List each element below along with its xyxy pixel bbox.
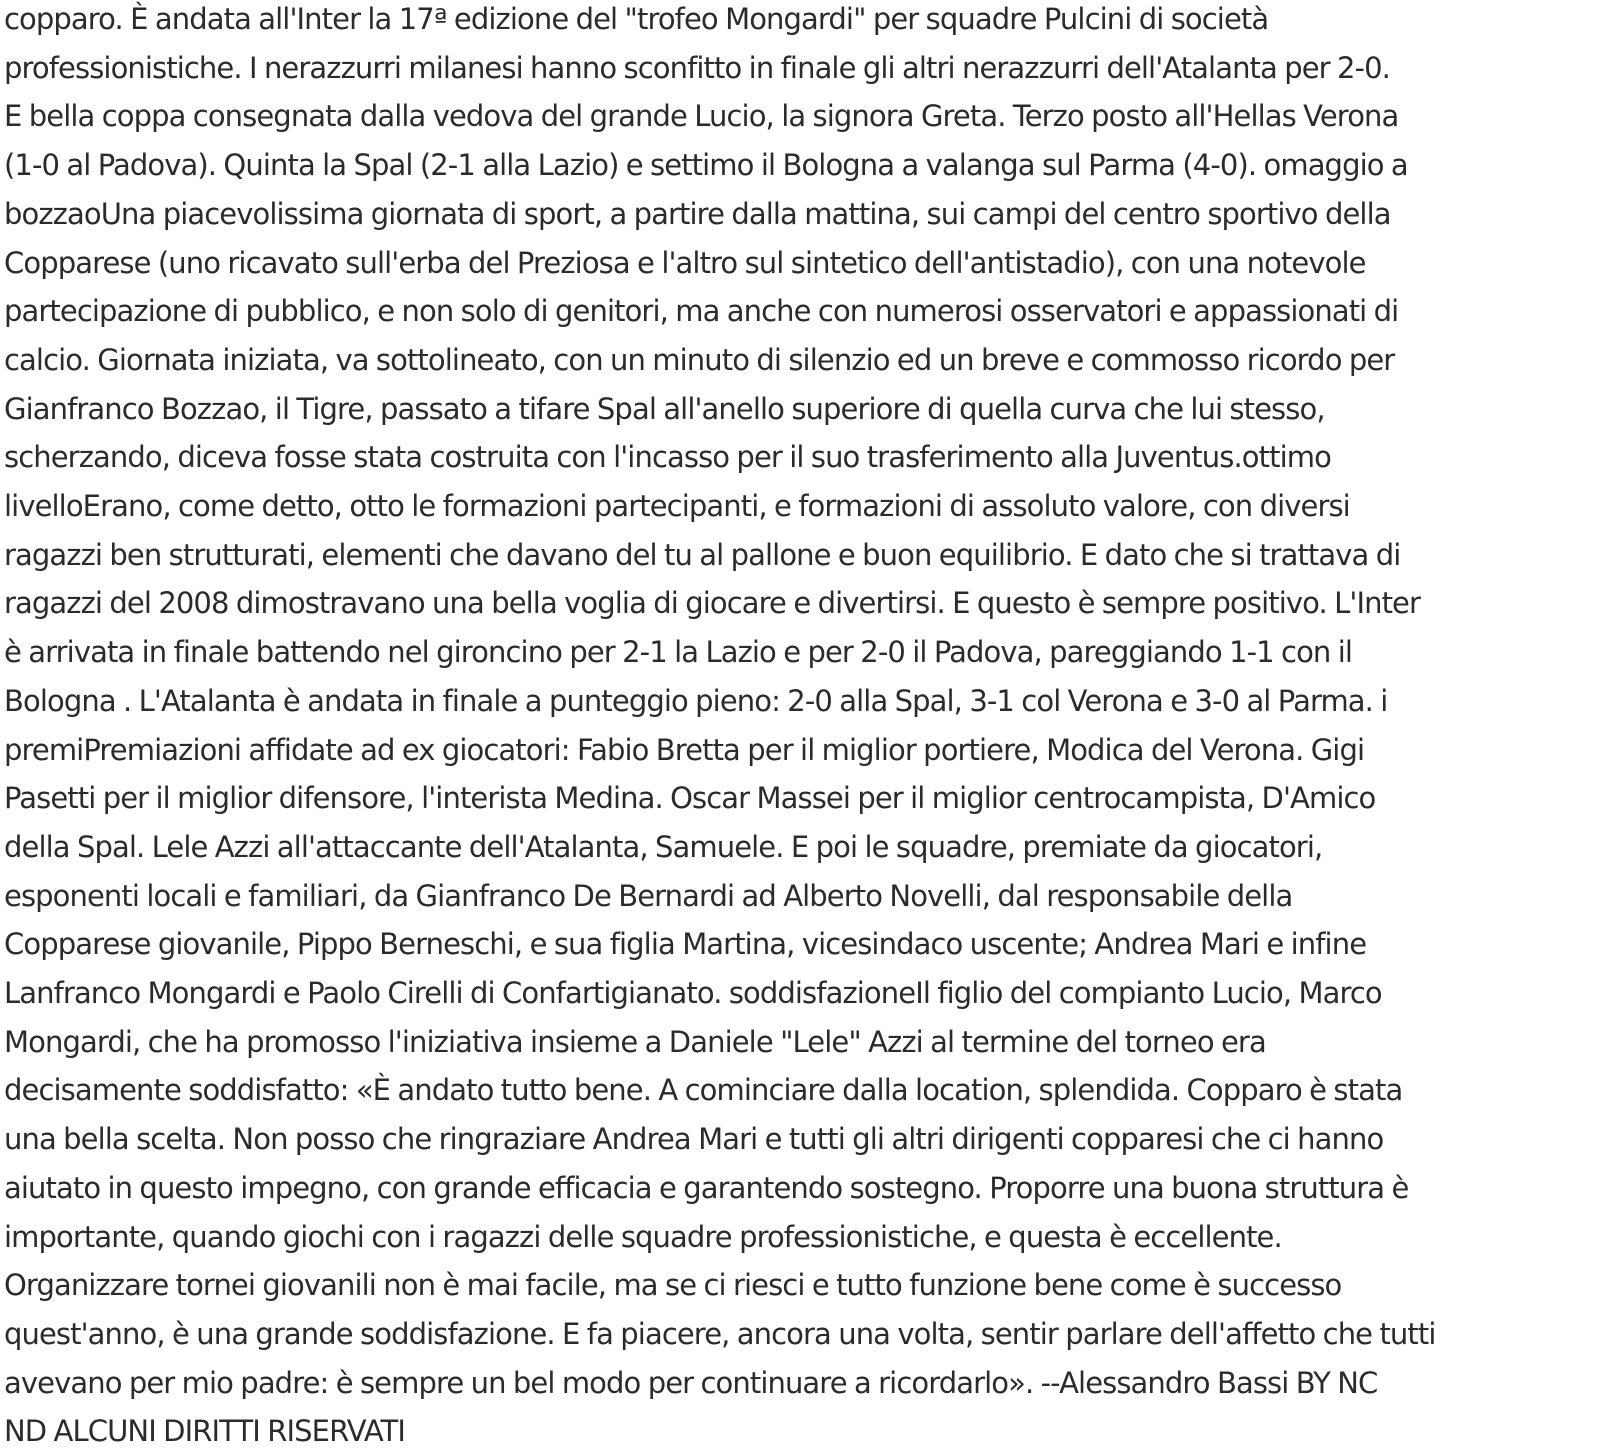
article-line: Mongardi, che ha promosso l'iniziativa insieme a Daniele "Lele" Azzi al termine del torneo era	[4, 1024, 1266, 1059]
article-line: livelloErano, come detto, otto le formazioni partecipanti, e formazioni di assoluto valore, con diversi	[4, 489, 1350, 524]
article-line: aiutato in questo impegno, con grande efficacia e garantendo sostegno. Proporre una buona struttura è	[4, 1170, 1409, 1205]
article-line: calcio. Giornata iniziata, va sottolineato, con un minuto di silenzio ed un breve e commosso ricordo per	[4, 342, 1395, 377]
article-line: ND ALCUNI DIRITTI RISERVATI	[4, 1414, 405, 1449]
article-line: premiPremiazioni affidate ad ex giocatori: Fabio Bretta per il miglior portiere, Modica del Verona. Gigi	[4, 732, 1365, 767]
article-body	[4, 0, 1596, 1456]
article-line: quest'anno, è una grande soddisfazione. E fa piacere, ancora una volta, sentir parlare dell'affetto che tutti	[4, 1316, 1436, 1351]
article-line: ragazzi ben strutturati, elementi che davano del tu al pallone e buon equilibrio. E dato che si trattava di	[4, 537, 1401, 572]
article-line: (1-0 al Padova). Quinta la Spal (2-1 alla Lazio) e settimo il Bologna a valanga sul Parma (4-0). omaggio a	[4, 148, 1408, 183]
article-line: bozzaoUna piacevolissima giornata di sport, a partire dalla mattina, sui campi del centro sportivo della	[4, 196, 1391, 231]
article-line: partecipazione di pubblico, e non solo di genitori, ma anche con numerosi osservatori e appassionati di	[4, 294, 1399, 329]
article-line: decisamente soddisfatto: «È andato tutto bene. A cominciare dalla location, splendida. Copparo è stata	[4, 1073, 1403, 1108]
article-line: Copparese giovanile, Pippo Berneschi, e sua figlia Martina, vicesindaco uscente; Andrea Mari e infine	[4, 927, 1367, 962]
article-line: ragazzi del 2008 dimostravano una bella voglia di giocare e divertirsi. E questo è sempre positivo. L'Inter	[4, 586, 1421, 621]
article-line: della Spal. Lele Azzi all'attaccante dell'Atalanta, Samuele. E poi le squadre, premiate da giocatori,	[4, 829, 1323, 864]
article-line: professionistiche. I nerazzurri milanesi hanno sconfitto in finale gli altri nerazzurri dell'Atalanta per 2-0.	[4, 50, 1390, 85]
article-line: scherzando, diceva fosse stata costruita con l'incasso per il suo trasferimento alla Juventus.ottimo	[4, 440, 1331, 475]
article-line: Organizzare tornei giovanili non è mai facile, ma se ci riesci e tutto funzione bene come è successo	[4, 1268, 1342, 1303]
article-line: Pasetti per il miglior difensore, l'interista Medina. Oscar Massei per il miglior centrocampista, D'Amico	[4, 781, 1376, 816]
article-line: E bella coppa consegnata dalla vedova del grande Lucio, la signora Greta. Terzo posto all'Hellas Verona	[4, 99, 1399, 134]
article-line: Gianfranco Bozzao, il Tigre, passato a tifare Spal all'anello superiore di quella curva che lui stesso,	[4, 391, 1325, 426]
article-line: una bella scelta. Non posso che ringraziare Andrea Mari e tutti gli altri dirigenti copparesi che ci hanno	[4, 1122, 1384, 1157]
article-line: Copparese (uno ricavato sull'erba del Preziosa e l'altro sul sintetico dell'antistadio), con una notevole	[4, 245, 1366, 280]
article-line: importante, quando giochi con i ragazzi delle squadre professionistiche, e questa è eccellente.	[4, 1219, 1282, 1254]
article-line: avevano per mio padre: è sempre un bel modo per continuare a ricordarlo». --Alessandro Bassi BY NC	[4, 1365, 1378, 1400]
article-line: esponenti locali e familiari, da Gianfranco De Bernardi ad Alberto Novelli, dal responsabile della	[4, 878, 1293, 913]
article-line: copparo. È andata all'Inter la 17ª edizione del "trofeo Mongardi" per squadre Pulcini di società	[4, 2, 1269, 36]
article-line: Bologna . L'Atalanta è andata in finale a punteggio pieno: 2-0 alla Spal, 3-1 col Verona e 3-0 al Parma. i	[4, 683, 1388, 718]
article-line: è arrivata in finale battendo nel gironcino per 2-1 la Lazio e per 2-0 il Padova, pareggiando 1-1 con il	[4, 635, 1353, 670]
article-line: Lanfranco Mongardi e Paolo Cirelli di Confartigianato. soddisfazioneIl figlio del compianto Lucio, Marco	[4, 976, 1382, 1011]
